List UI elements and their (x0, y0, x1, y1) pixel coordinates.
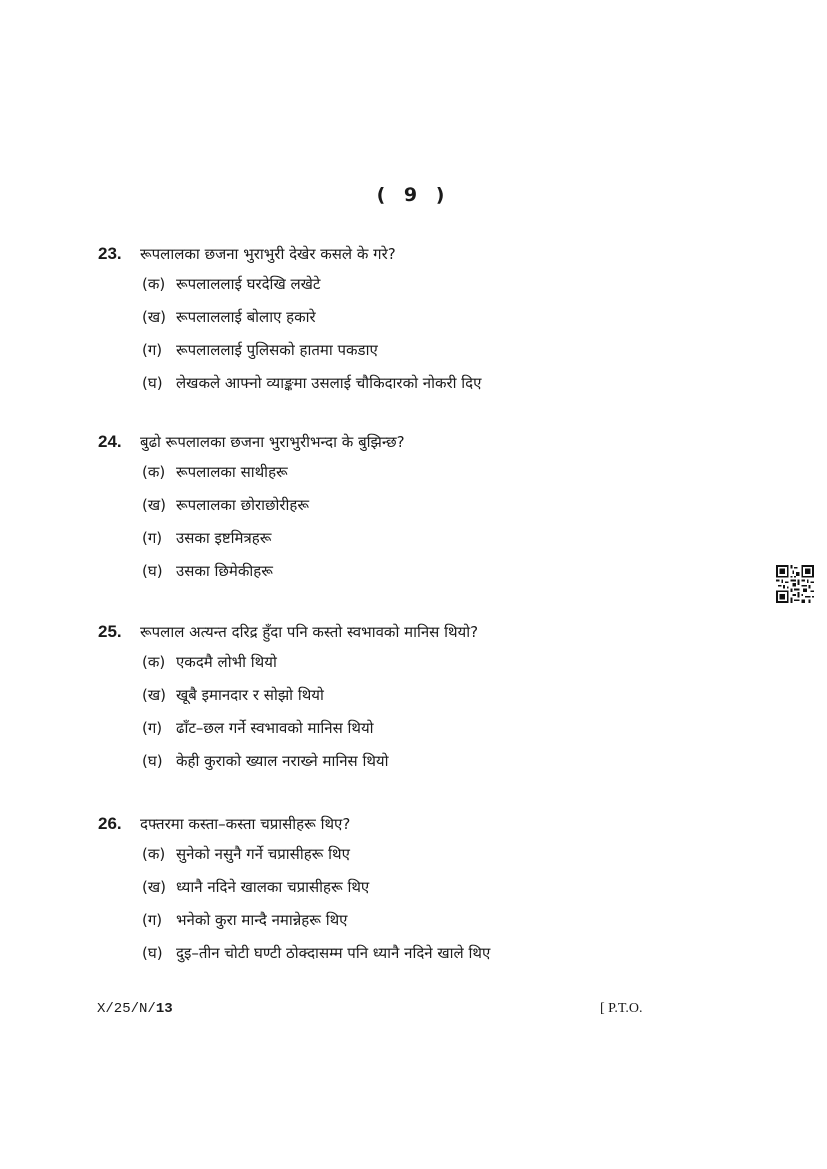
question-24 (98, 432, 718, 594)
option-label: (क) (142, 653, 166, 671)
option-label: (घ) (142, 752, 163, 770)
option-label: (क) (142, 845, 166, 863)
option-text: रूपलाललाई घरदेखि लखेटे (176, 275, 321, 293)
option-ga (142, 910, 718, 943)
option-text: खूबै इमानदार र सोझो थियो (176, 686, 324, 704)
question-number: 23. (98, 244, 122, 263)
option-ka (142, 844, 718, 877)
option-gha (142, 943, 718, 976)
question-25 (98, 622, 718, 784)
option-text: सुनेको नसुनै गर्ने चप्रासीहरू थिए (176, 845, 350, 863)
option-text: रूपलाललाई बोलाए हकारे (176, 308, 316, 326)
question-23 (98, 244, 718, 406)
option-text: ढाँट–छल गर्ने स्वभावको मानिस थियो (176, 719, 374, 737)
option-kha (142, 307, 718, 340)
question-text: दफ्तरमा कस्ता–कस्ता चप्रासीहरू थिए? (140, 815, 351, 833)
option-text: रूपलालका छोराछोरीहरू (176, 496, 310, 514)
option-label: (ख) (142, 308, 166, 326)
question-text: रूपलाल अत्यन्त दरिद्र हुँदा पनि कस्तो स्वभावको मानिस थियो? (140, 623, 479, 641)
option-label: (ख) (142, 878, 166, 896)
option-kha (142, 685, 718, 718)
question-number: 25. (98, 622, 122, 641)
option-gha (142, 751, 718, 784)
options-list (98, 652, 718, 784)
option-label: (घ) (142, 374, 163, 392)
option-text: रूपलाललाई पुलिसको हातमा पकडाए (176, 341, 378, 359)
option-ga (142, 340, 718, 373)
question-number: 26. (98, 814, 122, 833)
qr-code-icon (776, 565, 814, 603)
option-kha (142, 877, 718, 910)
option-text: भनेको कुरा मान्दै नमान्नेहरू थिए (176, 911, 348, 929)
page-number: ( 9 ) (376, 184, 451, 206)
option-label: (घ) (142, 562, 163, 580)
option-text: रूपलालका साथीहरू (176, 463, 288, 481)
option-label: (घ) (142, 944, 163, 962)
option-text: केही कुराको ख्याल नराख्ने मानिस थियो (176, 752, 389, 770)
option-ka (142, 462, 718, 495)
option-ka (142, 274, 718, 307)
option-label: (ग) (142, 719, 163, 737)
option-label: (क) (142, 463, 166, 481)
option-label: (ग) (142, 341, 163, 359)
question-text: रूपलालका छजना भुराभुरी देखेर कसले के गरे? (140, 245, 396, 263)
option-label: (ग) (142, 529, 163, 547)
question-26 (98, 814, 718, 976)
option-text: दुइ–तीन चोटी घण्टी ठोक्दासम्म पनि ध्यानै नदिने खाले थिए (176, 944, 491, 962)
paper-code-prefix: X/25/N/ (97, 1001, 156, 1017)
option-text: एकदमै लोभी थियो (176, 653, 277, 671)
option-gha (142, 561, 718, 594)
option-text: उसका इष्टमित्रहरू (176, 529, 272, 547)
option-ga (142, 528, 718, 561)
options-list (98, 462, 718, 594)
option-label: (ख) (142, 496, 166, 514)
option-label: (क) (142, 275, 166, 293)
option-ka (142, 652, 718, 685)
option-label: (ग) (142, 911, 163, 929)
option-label: (ख) (142, 686, 166, 704)
paper-code (97, 1001, 173, 1017)
question-text: बुढो रूपलालका छजना भुराभुरीभन्दा के बुझिन्छ? (140, 433, 405, 451)
option-text: ध्यानै नदिने खालका चप्रासीहरू थिए (176, 878, 370, 896)
option-text: उसका छिमेकीहरू (176, 562, 273, 580)
option-kha (142, 495, 718, 528)
option-text: लेखकले आफ्नो व्याङ्कमा उसलाई चौकिदारको नोकरी दिए (176, 374, 482, 392)
paper-code-page: 13 (155, 1001, 173, 1017)
option-gha (142, 373, 718, 406)
options-list (98, 844, 718, 976)
question-number: 24. (98, 432, 122, 451)
option-ga (142, 718, 718, 751)
options-list (98, 274, 718, 406)
pto-label: [ P.T.O. (600, 1001, 643, 1016)
